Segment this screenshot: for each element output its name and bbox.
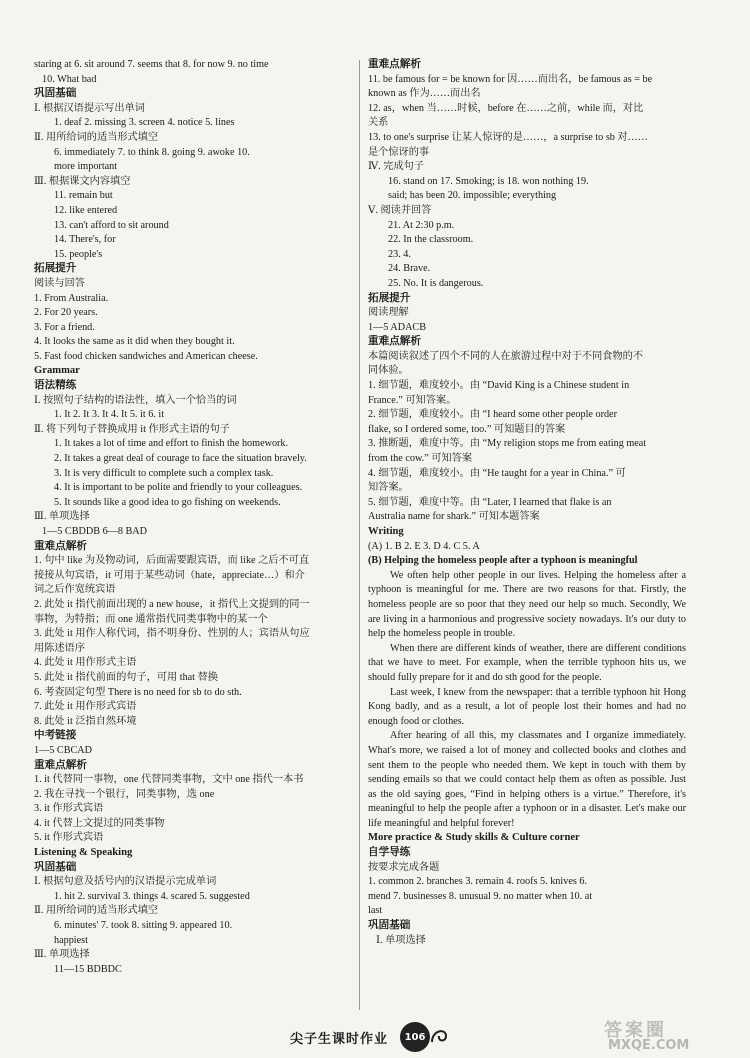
right_top-line: 重难点解析	[368, 59, 421, 70]
right_top-line: (A) 1. B 2. E 3. D 4. C 5. A	[368, 540, 480, 552]
left-line: 2. 此处 it 指代前面出现的 a new house，it 指代上文提到的同一	[34, 598, 310, 610]
right_top-line: 21. At 2:30 p.m.	[388, 219, 455, 231]
right_top-line: 2. 细节题，难度较小。由 “I heard some other people order	[368, 409, 617, 421]
right_bottom-line: 自学导练	[368, 847, 411, 859]
left-line: 用陈述语序	[34, 642, 85, 654]
right_top-line: Australia name for shark.” 可知本题答案	[368, 511, 540, 523]
swirl-ornament-icon	[430, 1024, 450, 1048]
left-line: 1. From Australia.	[34, 292, 109, 304]
right_top-line: 13. to one's surprise 让某人惊讶的是……，a surprise to sb 对……	[368, 131, 648, 143]
left-line: Ⅲ. 单项选择	[34, 949, 90, 961]
left-line: 11—15 BDBDC	[54, 963, 122, 975]
left-line: 1. deaf 2. missing 3. screen 4. notice 5. lines	[54, 117, 235, 129]
left-line: Ⅲ. 单项选择	[34, 511, 90, 523]
right_bottom-line: Ⅰ. 单项选择	[376, 934, 426, 946]
left-line: 3. It is very difficult to complete such a complex task.	[54, 467, 274, 479]
left-line: 4. 此处 it 用作形式主语	[34, 657, 137, 669]
left-line: Listening & Speaking	[34, 847, 133, 859]
right_top-line: Writing	[368, 526, 404, 537]
right-column-bottom	[368, 831, 686, 948]
right_top-line: 同体验。	[368, 365, 409, 377]
right_top-line: 拓展提升	[368, 292, 411, 304]
column-divider	[359, 60, 360, 1010]
right_top-line: 11. be famous for = be known for 因……而出名，be famous as = be	[368, 73, 653, 85]
left-line: more important	[54, 161, 118, 173]
right_bottom-line: 按要求完成各题	[368, 861, 440, 873]
left-line: 重难点解析	[34, 759, 87, 771]
left-line: 1. 句中 like 为及物动词，后面需要跟宾语，而 like 之后不可直	[34, 555, 310, 567]
left-line: 13. can't afford to sit around	[54, 219, 169, 231]
left-line: 阅读与回答	[34, 277, 85, 289]
left-line: 6. immediately 7. to think 8. going 9. awoke 10.	[54, 146, 250, 158]
left-column	[34, 58, 354, 977]
left-line: 1. it 代替同一事物，one 代替同类事物，文中 one 指代一本书	[34, 774, 304, 786]
left-line: 5. It sounds like a good idea to go fishing on weekends.	[54, 496, 281, 508]
left-line: Ⅱ. 将下列句子替换成用 it 作形式主语的句子	[34, 423, 230, 435]
essay-paragraph: After hearing of all this, my classmates and I organize immediately. What's more, we raised a lot of money and collected books and clothes and sent them to the people who needed them. We kept in touch with them by sending emails so that we could contact help them as often as possible. Just as the old saying goes, “Find in helping others is a virtue.” Therefore, it's meaningful to help the people after a typhoon or in a disaster. Let's make our life meaningful and helpful forever!	[368, 730, 686, 829]
left-line: 重难点解析	[34, 540, 87, 552]
left-line: 4. it 代替上文提过的同类事物	[34, 817, 165, 829]
essay-paragraph: Last week, I knew from the newspaper: that a terrible typhoon hit Hong Kong badly, and as a result, a lot of people lost their homes and had no enough food or clothes.	[368, 686, 686, 727]
right_top-line: 3. 推断题，难度中等。由 “My religion stops me from eating meat	[368, 438, 647, 450]
left-line: 5. Fast food chicken sandwiches and American cheese.	[34, 350, 258, 362]
left-line: 12. like entered	[54, 204, 118, 216]
right_bottom-line: More practice & Study skills & Culture corner	[368, 832, 580, 844]
right_bottom-line: 1. common 2. branches 3. remain 4. roofs 5. knives 6.	[368, 876, 587, 888]
right_top-line: (B) Helping the homeless people after a typhoon is meaningful	[368, 555, 638, 567]
page-number-badge: 106	[400, 1022, 430, 1052]
right_top-line: 阅读理解	[368, 307, 409, 319]
left-line: 4. It looks the same as it did when they bought it.	[34, 336, 235, 348]
left-line: 1. It takes a lot of time and effort to finish the homework.	[54, 438, 289, 450]
left-line: 2. It takes a great deal of courage to face the situation bravely.	[54, 453, 307, 465]
right_top-line: 24. Brave.	[388, 263, 431, 275]
essay-paragraph: We often help other people in our lives. Helping the homeless after a typhoon is meaningful for me. There are two reasons for that. Firstly, the homeless people are so poor that they need our help so much. Secondly, We are living in a harmonious and progressive society nowadays. It's our duty to help the homeless people in trouble.	[368, 569, 686, 640]
left-line: 1. It 2. It 3. It 4. It 5. it 6. it	[54, 409, 165, 421]
left-line: Ⅲ. 根据课文内容填空	[34, 175, 131, 187]
left-line: 8. 此处 it 泛指自然环境	[34, 715, 137, 727]
right_top-line: 4. 细节题，难度较小。由 “He taught for a year in China.” 可	[368, 467, 626, 479]
right_top-line: flake, so I ordered some, too.” 可知题目的答案	[368, 423, 566, 435]
watermark-url: MXQE.COM	[608, 1038, 690, 1053]
left-line: 事物，为特指；而 one 通常指代同类事物中的某一个	[34, 613, 268, 625]
right-column-top	[368, 58, 686, 569]
right_top-line: 本篇阅读叙述了四个不同的人在旅游过程中对于不同食物的不	[368, 350, 644, 362]
left-line: Ⅰ. 按照句子结构的语法性，填入一个恰当的词	[34, 394, 237, 406]
writing-essay	[368, 569, 686, 832]
right_top-line: 关系	[368, 117, 389, 129]
left-line: Ⅰ. 根据句意及括号内的汉语提示完成单词	[34, 876, 217, 888]
right_top-line: 1. 细节题，难度较小。由 “David King is a Chinese student in	[368, 380, 630, 392]
left-line: 6. minutes' 7. took 8. sitting 9. appeared 10.	[54, 920, 233, 932]
right_top-line: 22. In the classroom.	[388, 234, 474, 246]
right_top-line: 是个惊讶的事	[368, 146, 430, 158]
left-line: 6. 考查固定句型 There is no need for sb to do sth.	[34, 686, 242, 698]
left-line: 语法精练	[34, 380, 77, 392]
right_top-line: 5. 细节题，难度中等。由 “Later, I learned that flake is an	[368, 496, 612, 508]
right_top-line: Ⅳ. 完成句子	[368, 161, 425, 173]
right-column	[368, 58, 686, 948]
right_top-line: Ⅴ. 阅读并回答	[368, 204, 432, 216]
right_top-line: 12. as，when 当……时候，before 在……之前，while 而，对比	[368, 102, 644, 114]
left-line: 1—5 CBDDB 6—8 BAD	[42, 526, 147, 537]
left-line: 15. people's	[54, 248, 103, 260]
left-line: 2. 我在寻找一个银行，同类事物，选 one	[34, 788, 215, 800]
right_top-line: 23. 4.	[388, 248, 411, 260]
right_top-line: France.” 可知答案。	[368, 394, 457, 406]
left-line: 1. hit 2. survival 3. things 4. scared 5. suggested	[54, 890, 250, 902]
left-line: Ⅱ. 用所给词的适当形式填空	[34, 905, 159, 917]
left-line: 7. 此处 it 用作形式宾语	[34, 701, 137, 713]
left-line: 中考链接	[34, 730, 77, 742]
left-line: 3. 此处 it 用作人称代词，指不明身份、性别的人；宾语从句应	[34, 628, 310, 640]
left-line: 5. 此处 it 指代前面的句子，可用 that 替换	[34, 671, 218, 683]
left-line: 10. What bad	[42, 73, 97, 85]
left-line: 4. It is important to be polite and friendly to your colleagues.	[54, 482, 303, 494]
right_bottom-line: last	[368, 905, 383, 917]
left-line: 1—5 CBCAD	[34, 744, 93, 756]
left-line: happiest	[54, 934, 88, 946]
right_top-line: 1—5 ADACB	[368, 321, 427, 333]
right_bottom-line: 巩固基础	[368, 920, 411, 932]
watermark	[600, 1016, 740, 1056]
left-line: 拓展提升	[34, 263, 77, 275]
right_top-line: 25. No. It is dangerous.	[388, 277, 484, 289]
watermark-logo-text: 答案圈	[604, 1020, 667, 1041]
right_top-line: said; has been 20. impossible; everything	[388, 190, 557, 202]
right_bottom-line: mend 7. businesses 8. unusual 9. no matter when 10. at	[368, 890, 593, 902]
right_top-line: from the cow.” 可知答案	[368, 453, 473, 465]
right_top-line: 重难点解析	[368, 336, 421, 348]
left-line: 2. For 20 years.	[34, 307, 98, 319]
left-line: staring at 6. sit around 7. seems that 8. for now 9. no time	[34, 59, 269, 70]
left-line: Ⅱ. 用所给词的适当形式填空	[34, 131, 159, 143]
left-line: 巩固基础	[34, 88, 77, 100]
left-line: 词之后作宽统宾语	[34, 584, 116, 596]
left-line: 接接从句宾语，it 可用于某些动词（hate，appreciate…）和介	[34, 569, 305, 581]
right_top-line: 16. stand on 17. Smoking; is 18. won nothing 19.	[388, 175, 589, 187]
left-line: 3. For a friend.	[34, 321, 95, 333]
left-line: 巩固基础	[34, 861, 77, 873]
left-line: 3. it 作形式宾语	[34, 803, 104, 815]
essay-paragraph: When there are different kinds of weather, there are different conditions that we have to meet. For example, when the terrible typhoon hits us, we should fully prepare for it and do sth good for the people.	[368, 642, 686, 683]
right_top-line: known as 作为……而出名	[368, 88, 481, 100]
left-line: 11. remain but	[54, 190, 113, 202]
left-line: 14. There's, for	[54, 234, 116, 246]
footer-title: 尖子生课时作业	[290, 1032, 389, 1047]
right_top-line: 知答案。	[368, 482, 409, 494]
left-line: Grammar	[34, 365, 80, 377]
left-line: Ⅰ. 根据汉语提示写出单词	[34, 102, 145, 114]
left-line: 5. it 作形式宾语	[34, 832, 104, 844]
